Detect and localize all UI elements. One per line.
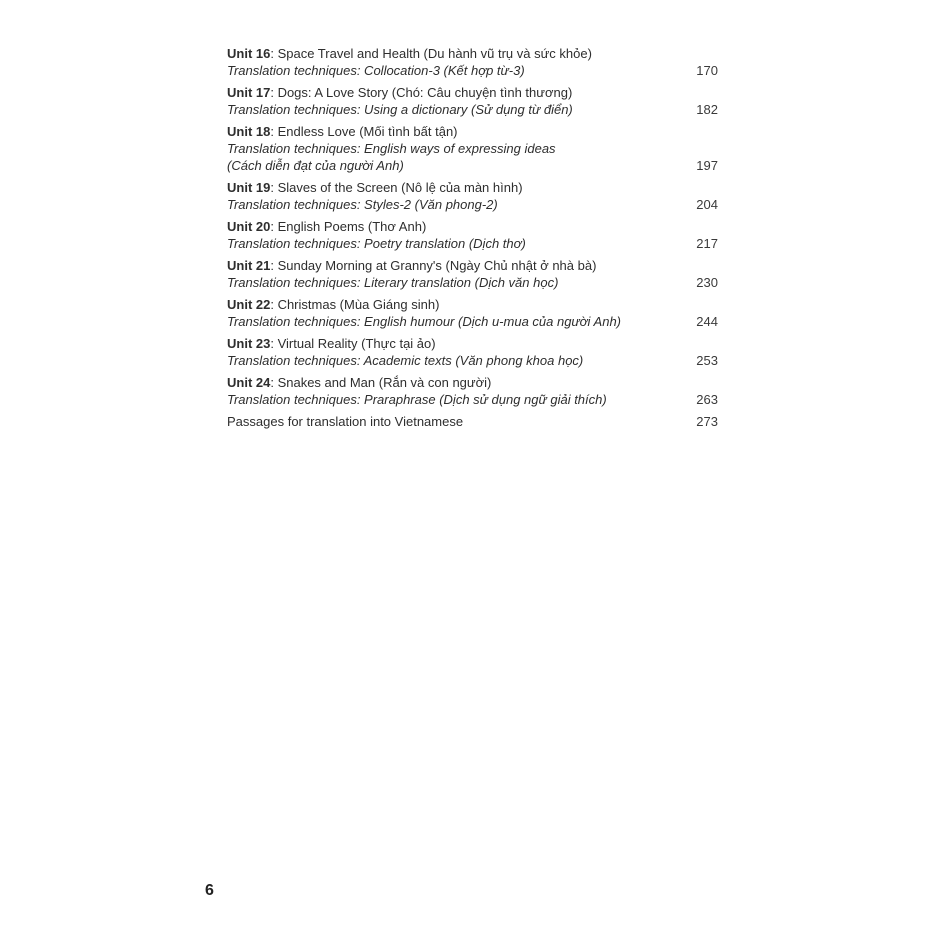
toc-entry	[227, 45, 718, 79]
page-number: 6	[205, 882, 214, 899]
unit-label: Unit 21	[227, 258, 271, 273]
page-ref: 230	[696, 275, 718, 290]
technique-text: Translation techniques: Praraphrase (Dịch sử dụng ngữ giải thích)	[227, 392, 607, 407]
toc-entry-title-text	[227, 84, 572, 101]
toc-entry-title-text	[227, 257, 596, 274]
page-ref: 244	[696, 314, 718, 329]
unit-label: Unit 16	[227, 46, 271, 61]
toc-entry-title-line	[227, 374, 718, 391]
page-ref: 217	[696, 236, 718, 251]
toc-entry	[227, 218, 718, 252]
toc-entry-title-text	[227, 335, 436, 352]
toc-entry-title-line	[227, 45, 718, 62]
page-ref: 263	[696, 392, 718, 407]
unit-title: : Dogs: A Love Story (Chó: Câu chuyện tình thương)	[270, 85, 573, 100]
toc-entry-title-line	[227, 179, 718, 196]
unit-title: : Space Travel and Health (Du hành vũ trụ và sức khỏe)	[270, 46, 592, 61]
unit-label: Unit 22	[227, 297, 271, 312]
toc-entry-title-line	[227, 218, 718, 235]
toc-entry-technique-line	[227, 352, 718, 369]
toc-entry-technique-line	[227, 313, 718, 330]
technique-text: Translation techniques: Using a dictionary (Sử dụng từ điển)	[227, 102, 573, 117]
toc-entry-title-line	[227, 123, 718, 140]
unit-title: : Christmas (Mùa Giáng sinh)	[270, 297, 440, 312]
unit-label: Unit 20	[227, 219, 271, 234]
toc-entry-technique-line	[227, 157, 718, 174]
page-ref: 170	[696, 63, 718, 78]
toc-entry-title-text	[227, 218, 426, 235]
unit-title: : Virtual Reality (Thực tại ảo)	[270, 336, 436, 351]
unit-label: Unit 17	[227, 85, 271, 100]
unit-title: : English Poems (Thơ Anh)	[270, 219, 427, 234]
unit-title: : Endless Love (Mối tình bất tận)	[270, 124, 458, 139]
toc-entry	[227, 374, 718, 408]
page-ref: 273	[696, 414, 718, 429]
toc-entry	[227, 123, 718, 174]
unit-title: Passages for translation into Vietnamese	[227, 414, 464, 429]
technique-text: Translation techniques: Poetry translation (Dịch thơ)	[227, 236, 526, 251]
toc-entry-technique-line	[227, 140, 718, 157]
toc-entry-technique-line	[227, 101, 718, 118]
unit-label: Unit 24	[227, 375, 271, 390]
page-ref: 204	[696, 197, 718, 212]
toc-entry-technique-line	[227, 196, 718, 213]
toc-entry	[227, 84, 718, 118]
toc-entry-title-line	[227, 335, 718, 352]
toc-entry-technique-line	[227, 391, 718, 408]
toc-entry-technique-line	[227, 274, 718, 291]
unit-label: Unit 18	[227, 124, 271, 139]
page-ref: 182	[696, 102, 718, 117]
toc-entry-title-text	[227, 45, 592, 62]
toc-entry-title-text	[227, 296, 439, 313]
page-ref: 197	[696, 158, 718, 173]
toc-entry	[227, 413, 718, 430]
toc-entry	[227, 179, 718, 213]
unit-title: : Sunday Morning at Granny's (Ngày Chủ nhật ở nhà bà)	[270, 258, 597, 273]
toc-entry-title-line	[227, 84, 718, 101]
table-of-contents	[227, 45, 718, 435]
technique-text: Translation techniques: Collocation-3 (Kết hợp từ-3)	[227, 63, 525, 78]
unit-title: : Slaves of the Screen (Nô lệ của màn hình)	[270, 180, 523, 195]
unit-title: : Snakes and Man (Rắn và con người)	[270, 375, 492, 390]
toc-entry-title-line	[227, 413, 718, 430]
toc-entry-title-text	[227, 413, 463, 430]
toc-entry-title-text	[227, 179, 523, 196]
toc-entry	[227, 257, 718, 291]
technique-text: (Cách diễn đạt của người Anh)	[227, 158, 404, 173]
toc-entry-title-line	[227, 296, 718, 313]
technique-text: Translation techniques: Styles-2 (Văn phong-2)	[227, 197, 498, 212]
toc-entry-title-line	[227, 257, 718, 274]
technique-text: Translation techniques: English ways of expressing ideas	[227, 141, 556, 156]
page-ref: 253	[696, 353, 718, 368]
toc-entry-title-text	[227, 374, 491, 391]
toc-entry-technique-line	[227, 62, 718, 79]
toc-entry	[227, 296, 718, 330]
technique-text: Translation techniques: Literary translation (Dịch văn học)	[227, 275, 559, 290]
unit-label: Unit 23	[227, 336, 271, 351]
toc-entry	[227, 335, 718, 369]
toc-entry-title-text	[227, 123, 458, 140]
technique-text: Translation techniques: English humour (Dịch u-mua của người Anh)	[227, 314, 622, 329]
toc-entry-technique-line	[227, 235, 718, 252]
technique-text: Translation techniques: Academic texts (Văn phong khoa học)	[227, 353, 584, 368]
unit-label: Unit 19	[227, 180, 271, 195]
